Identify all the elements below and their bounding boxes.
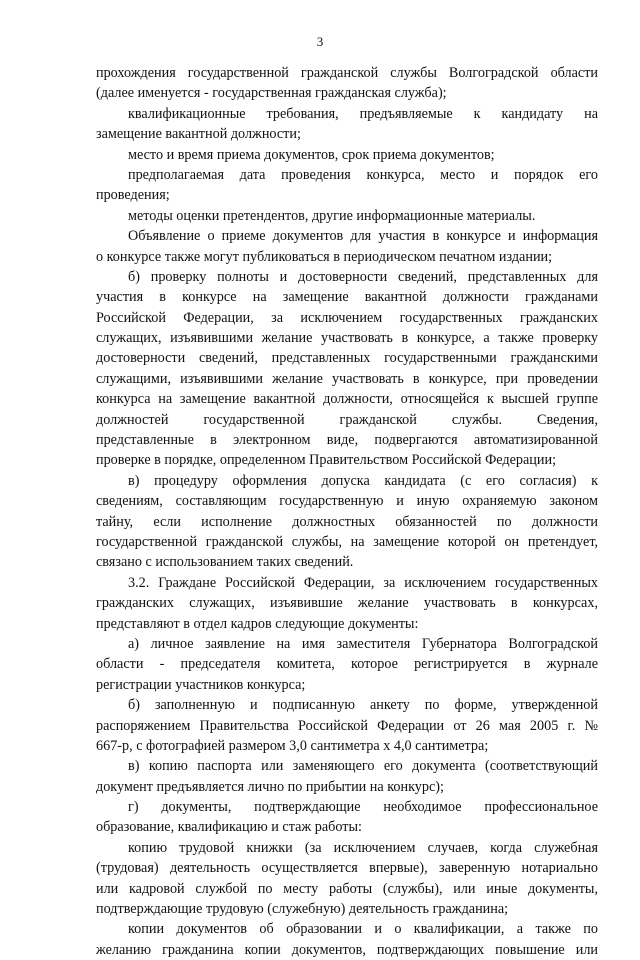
text-line: проверке в порядке, определенном Правительством Российской Федерации; bbox=[96, 452, 557, 469]
text-line: копии документов об образовании и о квалификации, а также по bbox=[128, 921, 598, 938]
text-line: сведениям, составляющим государственную и иную охраняемую законом bbox=[96, 493, 598, 510]
text-line: о конкурсе также могут публиковаться в периодическом печатном издании; bbox=[96, 248, 553, 265]
text-line: квалификационные требования, предъявляемые к кандидату на bbox=[128, 105, 598, 122]
text-line: области - председателя комитета, которое регистрируется в журнале bbox=[96, 656, 598, 673]
text-line: распоряжением Правительства Российской Федерации от 26 мая 2005 г. № bbox=[96, 717, 598, 734]
text-line: документ предъявляется лично по прибытии на конкурс); bbox=[96, 778, 444, 795]
text-line: гражданских служащих, изъявившие желание участвовать в конкурсах, bbox=[96, 595, 598, 612]
text-line: служащих, изъявившими желание участвовать в конкурсе, а также проверку bbox=[96, 330, 598, 347]
page-number: 3 bbox=[316, 34, 324, 49]
text-line: или кадровой службой по месту работы (службы), или иные документы, bbox=[96, 880, 598, 897]
text-line: служащими, изъявившими желание участвовать в конкурсе, при проведении bbox=[96, 370, 598, 387]
text-line: (трудовая) деятельность осуществляется впервые), заверенную нотариально bbox=[96, 860, 598, 877]
text-line: представленные в электронном виде, подвергаются автоматизированной bbox=[96, 432, 598, 449]
text-line: Объявление о приеме документов для участия в конкурсе и информация bbox=[128, 228, 598, 245]
text-line: должностей государственной гражданской службы. Сведения, bbox=[96, 411, 598, 428]
text-line: б) заполненную и подписанную анкету по форме, утвержденной bbox=[128, 697, 598, 714]
text-line: достоверности сведений, представленных государственными гражданскими bbox=[96, 350, 598, 367]
text-line: проведения; bbox=[96, 187, 170, 204]
text-line: 3.2. Граждане Российской Федерации, за исключением государственных bbox=[128, 574, 598, 591]
text-line: участия в конкурсе на замещение вакантной должности гражданами bbox=[96, 289, 598, 306]
text-line: тайну, если исполнение должностных обязанностей по должности bbox=[96, 513, 598, 530]
text-line: г) документы, подтверждающие необходимое профессиональное bbox=[128, 799, 598, 816]
text-line: (далее именуется - государственная гражданская служба); bbox=[96, 85, 447, 102]
text-line: в) процедуру оформления допуска кандидата (с его согласия) к bbox=[128, 472, 598, 489]
document-body bbox=[96, 63, 598, 960]
text-line: желанию гражданина копии документов, подтверждающих повышение или bbox=[96, 941, 598, 958]
text-line: место и время приема документов, срок приема документов; bbox=[128, 146, 495, 163]
text-line: прохождения государственной гражданской службы Волгоградской области bbox=[96, 65, 598, 81]
text-line: копию трудовой книжки (за исключением случаев, когда служебная bbox=[128, 839, 598, 856]
text-line: представляют в отдел кадров следующие документы: bbox=[96, 615, 419, 632]
text-line: методы оценки претендентов, другие информационные материалы. bbox=[128, 207, 536, 224]
text-line: образование, квалификацию и стаж работы: bbox=[96, 819, 362, 836]
text-line: б) проверку полноты и достоверности сведений, представленных для bbox=[128, 268, 598, 285]
text-line: 667-р, с фотографией размером 3,0 сантиметра х 4,0 сантиметра; bbox=[96, 737, 489, 754]
text-line: государственной гражданской службы, на замещение которой он претендует, bbox=[96, 533, 598, 550]
text-line: в) копию паспорта или заменяющего его документа (соответствующий bbox=[128, 758, 598, 775]
text-line: регистрации участников конкурса; bbox=[96, 676, 306, 693]
text-line: связано с использованием таких сведений. bbox=[96, 554, 354, 571]
text-line: конкурса на замещение вакантной должности, относящейся к высшей группе bbox=[96, 391, 598, 408]
text-line: подтверждающие трудовую (служебную) деятельность гражданина; bbox=[96, 901, 509, 918]
text-line: замещение вакантной должности; bbox=[96, 126, 301, 143]
text-line: Российской Федерации, за исключением государственных гражданских bbox=[96, 309, 598, 326]
text-line: предполагаемая дата проведения конкурса, место и порядок его bbox=[128, 166, 598, 183]
text-line: а) личное заявление на имя заместителя Губернатора Волгоградской bbox=[128, 635, 598, 652]
